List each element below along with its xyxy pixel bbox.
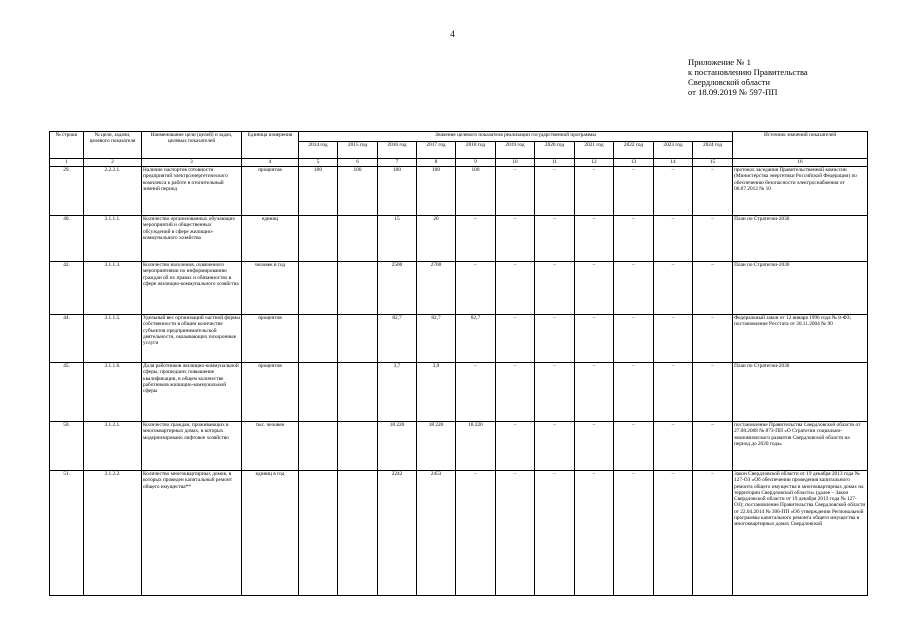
column-number: 6 [338, 159, 378, 167]
header-year: 2014 год [299, 142, 338, 159]
value-cell: – [575, 363, 614, 422]
name-cell: Количество населения, охваченного мероприятиями по информированию граждан об их правах и обязанностях в сфере жилищно-коммунального хозяйства [142, 262, 242, 315]
value-cell: 3,7 [378, 363, 417, 422]
source-cell: План по Стратегии-2030 [733, 216, 868, 262]
value-cell [299, 216, 338, 262]
value-cell: – [654, 363, 693, 422]
header-year: 2018 год [456, 142, 496, 159]
value-cell: – [614, 471, 654, 596]
value-cell: 82,7 [456, 315, 496, 363]
header-year: 2023 год [654, 142, 693, 159]
appendix-line: Приложение № 1 [688, 57, 751, 67]
appendix-line: к постановлению Правительства [688, 67, 808, 77]
header-source: Источник значений показателей [733, 132, 868, 159]
unit-cell: процентов [242, 167, 299, 216]
value-cell: – [535, 167, 575, 216]
value-cell: 3,9 [417, 363, 456, 422]
value-cell: – [654, 262, 693, 315]
table-row [50, 167, 868, 216]
value-cell: – [654, 167, 693, 216]
code-cell: 3.1.2.2. [84, 471, 142, 596]
header-year: 2020 год [535, 142, 575, 159]
value-cell: – [575, 471, 614, 596]
source-cell: Закон Свердловской области от 19 декабря 2013 года № 127-ОЗ «Об обеспечении проведения капитального ремонта общего имущества в многоквартирных домах на территории Свердловской области» (далее – Закон Свердловской области от 19 декабря 2013 года № 127-ОЗ); постановление Правительства Свердловской области от 22.04.2014 № 306-ПП «Об утверждении Региональной программы капитального ремонта общего имущества в многоквартирных домах Свердловской [733, 471, 868, 596]
appendix-line: Свердловской области [688, 77, 771, 87]
value-cell: – [456, 471, 496, 596]
value-cell: – [654, 216, 693, 262]
table-row [50, 471, 868, 596]
value-cell: 82,7 [378, 315, 417, 363]
value-cell: 100 [456, 167, 496, 216]
unit-cell: процентов [242, 315, 299, 363]
appendix-line: от 18.09.2019 № 597-ПП [688, 87, 778, 97]
code-cell: 3.1.2.1. [84, 422, 142, 471]
table-row [50, 315, 868, 363]
value-cell: 18 220 [378, 422, 417, 471]
value-cell [299, 422, 338, 471]
value-cell: – [456, 363, 496, 422]
source-cell: постановление Правительства Свердловской области от 27.08.2008 № 873-ПП «О Стратегии социально-экономического развития Свердловской области на период до 2020 года» [733, 422, 868, 471]
value-cell: 18 220 [456, 422, 496, 471]
value-cell: – [654, 315, 693, 363]
name-cell: Количество организованных обучающих мероприятий и общественных обсуждений в сфере жилищно-коммунального хозяйства [142, 216, 242, 262]
value-cell: 2500 [378, 262, 417, 315]
value-cell: – [456, 216, 496, 262]
value-cell [338, 315, 378, 363]
value-cell: – [614, 315, 654, 363]
name-cell: Наличие паспортов готовности предприятий электроэнергетического комплекса к работе в отопительный зимний период [142, 167, 242, 216]
column-number: 2 [84, 159, 142, 167]
row-number-cell: 42. [50, 262, 84, 315]
code-cell: 3.1.1.5. [84, 315, 142, 363]
column-number: 10 [496, 159, 535, 167]
value-cell: – [496, 216, 535, 262]
row-number-cell: 40. [50, 216, 84, 262]
value-cell: – [496, 363, 535, 422]
value-cell: – [614, 216, 654, 262]
header-unit: Единица измерения [242, 132, 299, 159]
column-number: 15 [693, 159, 733, 167]
value-cell: – [456, 262, 496, 315]
column-number: 8 [417, 159, 456, 167]
column-number: 1 [50, 159, 84, 167]
value-cell: 15 [378, 216, 417, 262]
value-cell: 100 [338, 167, 378, 216]
name-cell: Количество граждан, проживающих в многоквартирных домах, в которых модернизировано лифтовое хозяйство [142, 422, 242, 471]
value-cell: – [535, 216, 575, 262]
row-number-cell: 50. [50, 422, 84, 471]
value-cell: – [496, 422, 535, 471]
row-number-cell: 29. [50, 167, 84, 216]
column-number: 14 [654, 159, 693, 167]
value-cell: – [535, 315, 575, 363]
unit-cell: процентов [242, 363, 299, 422]
column-number: 5 [299, 159, 338, 167]
column-number: 16 [733, 159, 868, 167]
value-cell [299, 471, 338, 596]
unit-cell: единиц [242, 216, 299, 262]
value-cell: – [614, 167, 654, 216]
value-cell: – [614, 262, 654, 315]
value-cell: 100 [299, 167, 338, 216]
value-cell: – [535, 363, 575, 422]
value-cell: – [654, 471, 693, 596]
value-cell: – [575, 216, 614, 262]
table-row [50, 363, 868, 422]
column-number: 12 [575, 159, 614, 167]
value-cell [299, 363, 338, 422]
table-row [50, 262, 868, 315]
row-number-cell: 45. [50, 363, 84, 422]
column-number: 7 [378, 159, 417, 167]
value-cell: – [693, 471, 733, 596]
value-cell [338, 216, 378, 262]
header-year: 2017 год [417, 142, 456, 159]
value-cell: – [693, 262, 733, 315]
column-number: 9 [456, 159, 496, 167]
value-cell: – [496, 167, 535, 216]
table-body [50, 167, 868, 596]
header-year: 2019 год [496, 142, 535, 159]
value-cell: – [614, 363, 654, 422]
indicators-table [49, 131, 868, 596]
unit-cell: человек в год [242, 262, 299, 315]
code-cell: 3.1.1.6. [84, 363, 142, 422]
source-cell: Федеральный закон от 12 января 1996 года № 8-ФЗ; постановление Росстата от 30.11.2004 № 90 [733, 315, 868, 363]
value-cell [338, 363, 378, 422]
value-cell: – [575, 262, 614, 315]
source-cell: протокол заседания Правительственной комиссии (Министерства энергетики Российской Федерации) по обеспечению безопасности электроснабжения от 06.07.2012 № 10 [733, 167, 868, 216]
value-cell: – [614, 422, 654, 471]
column-number: 11 [535, 159, 575, 167]
column-numbers-row [50, 159, 868, 167]
value-cell: – [654, 422, 693, 471]
unit-cell: единиц в год [242, 471, 299, 596]
column-number: 3 [142, 159, 242, 167]
value-cell: 2700 [417, 262, 456, 315]
value-cell: – [496, 471, 535, 596]
value-cell [338, 471, 378, 596]
value-cell [299, 315, 338, 363]
source-cell: План по Стратегии-2030 [733, 262, 868, 315]
table-row [50, 216, 868, 262]
header-year: 2021 год [575, 142, 614, 159]
value-cell: 2453 [417, 471, 456, 596]
value-cell: 2242 [378, 471, 417, 596]
value-cell: – [693, 315, 733, 363]
name-cell: Доля работников жилищно-коммунальной сферы, прошедших повышение квалификации, в общем количестве работников жилищно-коммунальной сферы [142, 363, 242, 422]
column-number: 13 [614, 159, 654, 167]
name-cell: Удельный вес организаций частной формы собственности в общем количестве субъектов предпринимательской деятельности, оказывающих похоронные услуги [142, 315, 242, 363]
column-number: 4 [242, 159, 299, 167]
page-number: 4 [450, 29, 455, 39]
appendix-note [688, 57, 808, 97]
value-cell: – [496, 262, 535, 315]
value-cell [299, 262, 338, 315]
code-cell: 3.1.1.1. [84, 216, 142, 262]
value-cell [338, 422, 378, 471]
table-row [50, 422, 868, 471]
header-year: 2024 год [693, 142, 733, 159]
value-cell [338, 262, 378, 315]
name-cell: Количество многоквартирных домов, в которых проведен капитальный ремонт общего имущества** [142, 471, 242, 596]
code-cell: 3.1.1.3. [84, 262, 142, 315]
value-cell: 82,7 [417, 315, 456, 363]
value-cell: – [693, 422, 733, 471]
value-cell: – [535, 471, 575, 596]
value-cell: 100 [417, 167, 456, 216]
value-cell: – [575, 422, 614, 471]
value-cell: – [496, 315, 535, 363]
source-cell: План по Стратегии-2030 [733, 363, 868, 422]
header-year: 2016 год [378, 142, 417, 159]
header-name: Наименование цели (целей) и задач, целевых показателей [142, 132, 242, 159]
row-number-cell: 44. [50, 315, 84, 363]
header-year: 2022 год [614, 142, 654, 159]
header-code: № цели, задачи, целевого показателя [84, 132, 142, 159]
unit-cell: тыс. человек [242, 422, 299, 471]
value-cell: – [535, 262, 575, 315]
value-cell: – [693, 167, 733, 216]
value-cell: – [575, 315, 614, 363]
value-cell: 18 220 [417, 422, 456, 471]
header-values: Значение целевого показателя реализации государственной программы [299, 132, 733, 142]
code-cell: 2.2.2.1. [84, 167, 142, 216]
value-cell: – [535, 422, 575, 471]
value-cell: – [693, 216, 733, 262]
row-number-cell: 51. [50, 471, 84, 596]
header-row-number: № строки [50, 132, 84, 159]
header-year: 2015 год [338, 142, 378, 159]
value-cell: 20 [417, 216, 456, 262]
value-cell: – [575, 167, 614, 216]
value-cell: – [693, 363, 733, 422]
value-cell: 100 [378, 167, 417, 216]
